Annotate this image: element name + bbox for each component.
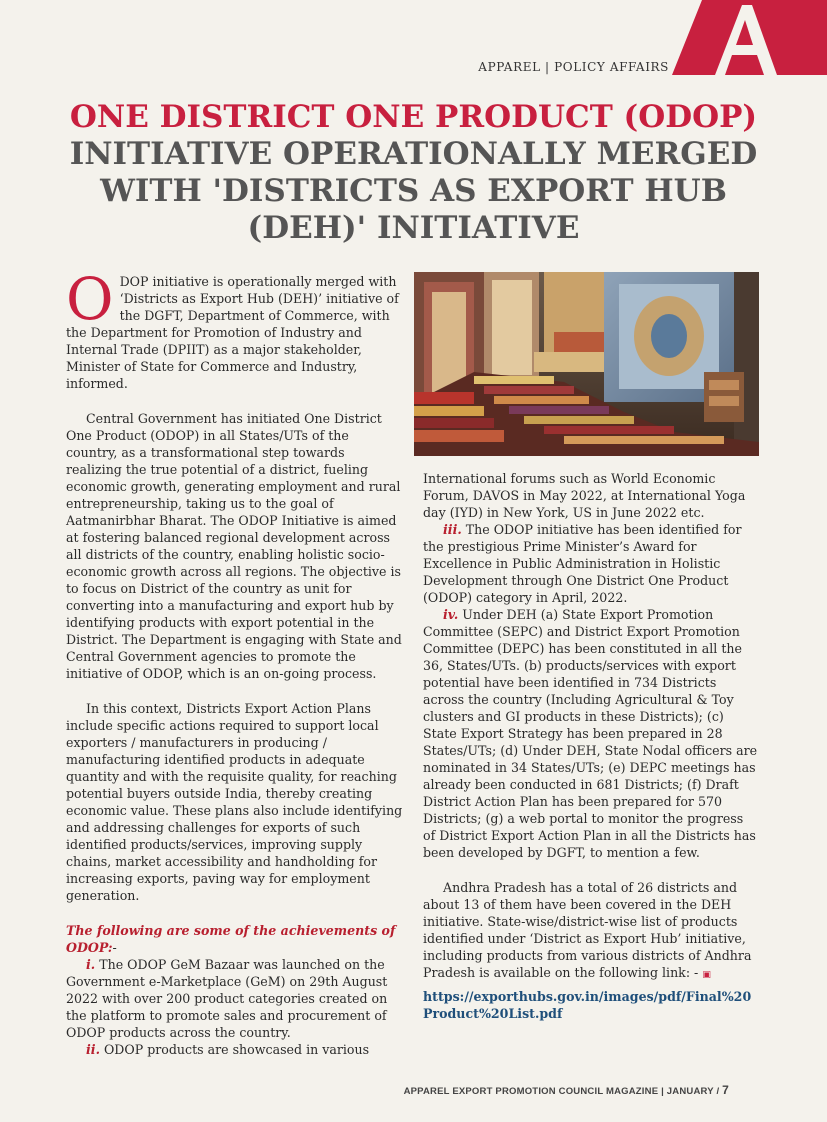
left-column bbox=[66, 265, 404, 1058]
headline-line-1: ONE DISTRICT ONE PRODUCT (ODOP) bbox=[69, 99, 758, 135]
drop-cap: O bbox=[66, 265, 114, 333]
page-number: 7 bbox=[722, 1083, 729, 1097]
closing-paragraph: Andhra Pradesh has a total of 26 districts and about 13 of them have been covered in the DEH initiative. State-wise/district-wise list of products identified under ‘District as Export Hub’ initiative, including products from various districts of Andhra Pradesh is available on the following link: - ▣ bbox=[423, 880, 752, 980]
headline-line-2: INITIATIVE OPERATIONALLY MERGED bbox=[69, 136, 758, 172]
achievement-item-1: i. The ODOP GeM Bazaar was launched on the Government e-Marketplace (GeM) on 29th August 2022 with over 200 product categories created on the platform to promote sales and procurement of ODOP products across the country. bbox=[66, 957, 388, 1040]
magazine-logo bbox=[672, 0, 827, 75]
textile-market-photo bbox=[414, 272, 759, 456]
headline bbox=[30, 99, 797, 247]
magazine-title: APPAREL EXPORT PROMOTION COUNCIL MAGAZINE | JANUARY bbox=[403, 1086, 714, 1097]
export-hub-link[interactable]: https://exporthubs.gov.in/images/pdf/Final%20Product%20List.pdf bbox=[423, 989, 752, 1021]
section-label: APPAREL | POLICY AFFAIRS bbox=[478, 60, 669, 74]
achievement-item-4: iv. Under DEH (a) State Export Promotion Committee (SEPC) and District Export Promotion Committee (DEPC) has been constituted in all the 36, States/UTs. (b) products/services with export potential have been identified in 734 Districts across the country (Including Agricultural & Toy clusters and GI products in these Districts); (c) State Export Strategy has been prepared in 28 States/UTs; (d) Under DEH, State Nodal officers are nominated in 34 States/UTs; (e) DEPC meetings has already been conducted in 681 Districts; (f) Draft District Action Plan has been prepared for 570 Districts; (g) a web portal to monitor the progress of District Export Action Plan in all the Districts has been developed by DGFT, to mention a few. bbox=[423, 607, 758, 860]
headline-line-4: (DEH)' INITIATIVE bbox=[247, 210, 580, 246]
right-column bbox=[423, 470, 758, 1022]
achievements-heading: The following are some of the achievements of ODOP:- bbox=[66, 923, 396, 955]
achievement-item-3: iii. The ODOP initiative has been identified for the prestigious Prime Minister’s Award for Excellence in Public Administration in Holistic Development through One District One Product (ODOP) category in April, 2022. bbox=[423, 522, 742, 605]
intro-paragraph bbox=[66, 265, 404, 392]
achievement-item-2: ii. ODOP products are showcased in various bbox=[86, 1042, 370, 1057]
bullet-icon: ▣ bbox=[702, 970, 711, 980]
achievement-item-2-continued: International forums such as World Economic Forum, DAVOS in May 2022, at International Yoga day (IYD) in New York, US in June 2022 etc. bbox=[423, 471, 746, 520]
intro-text: DOP initiative is operationally merged with ‘Districts as Export Hub (DEH)’ initiative of the DGFT, Department of Commerce, with the Department for Promotion of Industry and Internal Trade (DPIIT) as a major stakeholder, Minister of State for Commerce and Industry, informed. bbox=[66, 274, 399, 391]
paragraph-export-action-plans: In this context, Districts Export Action Plans include specific actions required to support local exporters / manufacturers in producing / manufacturing identified products in adequate quantity and with the requisite quality, for reaching potential buyers outside India, thereby creating economic value. These plans also include identifying and addressing challenges for exports of such identified products/services, improving supply chains, market accessibility and handholding for increasing exports, paving way for employment generation. bbox=[66, 701, 403, 903]
paragraph-central-government: Central Government has initiated One District One Product (ODOP) in all States/UTs of the country, as a transformational step towards realizing the true potential of a district, fueling economic growth, generating employment and rural entrepreneurship, taking us to the goal of Aatmanirbhar Bharat. The ODOP Initiative is aimed at fostering balanced regional development across all districts of the country, enabling holistic socio-economic growth across all regions. The objective is to focus on District of the country as unit for converting into a manufacturing and export hub by identifying products with export potential in the District. The Department is engaging with State and Central Government agencies to promote the initiative of ODOP, which is an on-going process. bbox=[66, 411, 402, 681]
page-footer: APPAREL EXPORT PROMOTION COUNCIL MAGAZINE | JANUARY / 7 bbox=[403, 1083, 729, 1097]
headline-line-3: WITH 'DISTRICTS AS EXPORT HUB bbox=[100, 173, 727, 209]
